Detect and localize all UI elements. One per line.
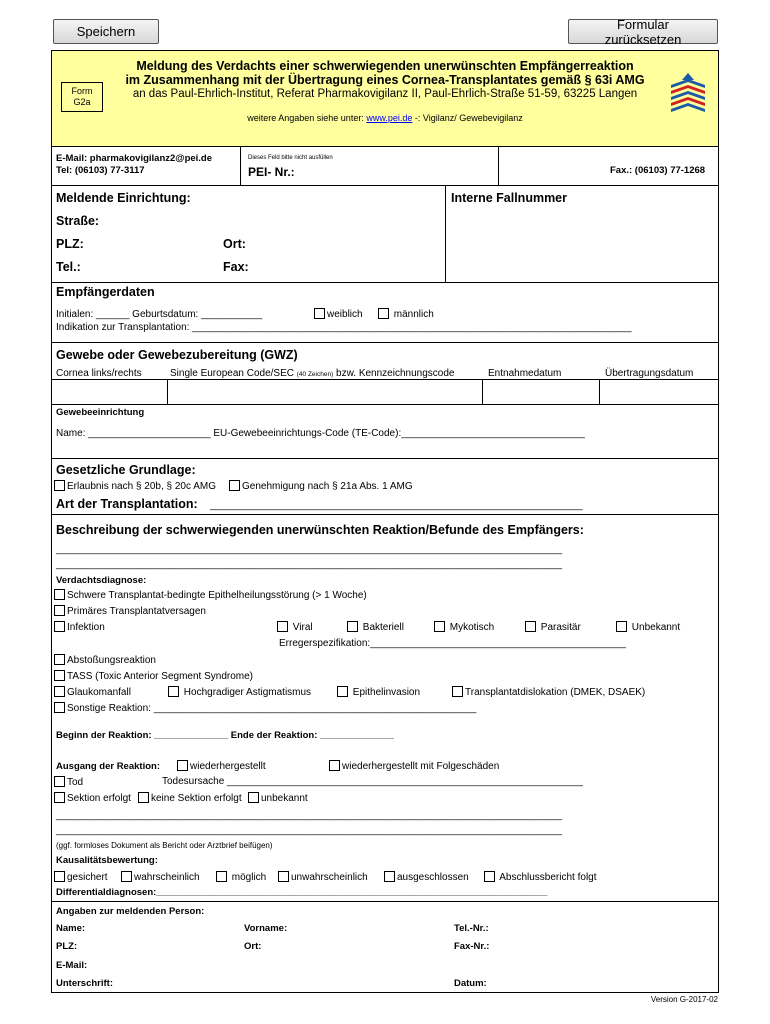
infection-mycotic[interactable] xyxy=(434,621,494,633)
indication[interactable]: Indikation zur Transplantation: _______________________________________________________________________________ xyxy=(56,322,632,333)
diag-rejection-label: Abstoßungsreaktion xyxy=(67,655,156,666)
form-label: Form xyxy=(71,86,93,96)
diag-rejection-checkbox[interactable] xyxy=(54,654,65,665)
reporter-signature-label: Unterschrift: xyxy=(56,978,114,989)
notes-line-2[interactable]: ___________________________________________________________________________________________ xyxy=(56,825,563,836)
pei-tel: Tel: (06103) 77-3117 xyxy=(56,165,145,176)
version-label: Version G-2017-02 xyxy=(650,995,718,1004)
causality-excluded-checkbox[interactable] xyxy=(384,871,395,882)
legal-opt1[interactable] xyxy=(54,480,216,492)
reporter-ort-label: Ort: xyxy=(244,941,262,952)
viral-checkbox[interactable] xyxy=(277,621,288,632)
transplant-type-label: Art der Transplantation: xyxy=(56,497,198,511)
pathogen-spec[interactable]: Erregerspezifikation:______________________________________________ xyxy=(279,638,626,649)
diag-other-checkbox[interactable] xyxy=(54,702,65,713)
reporter-tel-label: Tel.-Nr.: xyxy=(454,923,489,934)
outcome-recovered-label: wiederhergestellt xyxy=(190,761,266,772)
diag-dislocation-label: Transplantatdislokation (DMEK, DSAEK) xyxy=(465,687,646,698)
facility-name[interactable]: Name: ______________________ EU-Gewebeeinrichtungs-Code (TE-Code):_________________________________ xyxy=(56,428,585,439)
bacterial-checkbox[interactable] xyxy=(347,621,358,632)
unknown-checkbox[interactable] xyxy=(616,621,627,632)
causality-probable-checkbox[interactable] xyxy=(121,871,132,882)
col-sec-code: bzw. Kennzeichnungscode xyxy=(333,368,455,379)
diag-epithel[interactable] xyxy=(54,589,367,601)
outcome-title: Ausgang der Reaktion: xyxy=(56,761,160,772)
unknown-label: Unbekannt xyxy=(631,622,681,633)
col-cornea: Cornea links/rechts xyxy=(56,368,142,379)
autopsy-unknown-checkbox[interactable] xyxy=(248,792,259,803)
save-button[interactable]: Speichern xyxy=(53,19,159,44)
causality-excluded[interactable] xyxy=(384,871,469,883)
recipient-title: Empfängerdaten xyxy=(56,285,155,299)
causality-title: Kausalitätsbewertung: xyxy=(56,855,158,866)
sex-male[interactable] xyxy=(378,308,434,320)
cause-of-death[interactable]: Todesursache ________________________________________________________________ xyxy=(162,776,583,787)
diag-infection-label: Infektion xyxy=(67,622,105,633)
parasitic-checkbox[interactable] xyxy=(525,621,536,632)
col-transfer-date: Übertragungsdatum xyxy=(605,368,694,379)
female-checkbox[interactable] xyxy=(314,308,325,319)
col-sec-note: (40 Zeichen) xyxy=(296,371,334,378)
mycotic-label: Mykotisch xyxy=(449,622,495,633)
attach-note: (ggf. formloses Dokument als Bericht oder Arztbrief beifügen) xyxy=(56,841,273,850)
autopsy-none-checkbox[interactable] xyxy=(138,792,149,803)
sex-female[interactable] xyxy=(314,308,363,320)
final-report-label: Abschlussbericht folgt xyxy=(499,872,597,883)
ort-label: Ort: xyxy=(223,237,246,251)
reporter-title: Angaben zur meldenden Person: xyxy=(56,906,205,917)
facility-title: Gewebeeinrichtung xyxy=(56,407,145,418)
diag-tass-label: TASS (Toxic Anterior Segment Syndrome) xyxy=(67,671,253,682)
causality-possible-label: möglich xyxy=(231,872,267,883)
legal-title: Gesetzliche Grundlage: xyxy=(56,463,196,477)
reporter-fax-label: Fax-Nr.: xyxy=(454,941,490,952)
description-line-1[interactable]: ___________________________________________________________________________________________ xyxy=(56,544,563,555)
diag-astigmatism-label: Hochgradiger Astigmatismus xyxy=(183,687,312,698)
report-form xyxy=(51,50,719,993)
causality-possible[interactable] xyxy=(216,871,266,883)
diag-primary-failure-checkbox[interactable] xyxy=(54,605,65,616)
outcome-label xyxy=(56,761,160,772)
form-address: an das Paul-Ehrlich-Institut, Referat Pharmakovigilanz II, Paul-Ehrlich-Straße 51-59, 63225 Langen xyxy=(132,88,638,100)
reporter-date-label: Datum: xyxy=(454,978,487,989)
diag-other[interactable] xyxy=(54,702,476,714)
legal-opt1-label: Erlaubnis nach § 20b, § 20c AMG xyxy=(67,481,216,492)
description-title: Beschreibung der schwerwiegenden unerwünschten Reaktion/Befunde des Empfängers: xyxy=(56,523,584,537)
col-collection-date: Entnahmedatum xyxy=(488,368,562,379)
differential-diagnoses[interactable]: Differentialdiagnosen:__________________________________________________________________________ xyxy=(56,887,548,898)
diag-dislocation-checkbox[interactable] xyxy=(452,686,463,697)
diag-primary-failure-label: Primäres Transplantatversagen xyxy=(67,606,206,617)
outcome-death-label: Tod xyxy=(67,777,84,788)
female-label: weiblich xyxy=(327,309,363,320)
more-info xyxy=(52,113,718,123)
causality-probable[interactable] xyxy=(121,871,200,883)
outcome-recovered[interactable] xyxy=(177,760,266,772)
outcome-sequelae-checkbox[interactable] xyxy=(329,760,340,771)
diag-glaucoma-checkbox[interactable] xyxy=(54,686,65,697)
col-sec-label: Single European Code/SEC xyxy=(170,368,297,379)
diag-epithel-label: Schwere Transplantat-bedingte Epithelheilungsstörung (> 1 Woche) xyxy=(67,590,367,601)
diag-astigmatism-checkbox[interactable] xyxy=(168,686,179,697)
fax-label: Fax: xyxy=(223,260,249,274)
diag-rejection[interactable] xyxy=(54,654,156,666)
more-info-suffix: -: Vigilanz/ Gewebevigilanz xyxy=(412,113,523,123)
causality-possible-checkbox[interactable] xyxy=(216,871,227,882)
causality-unlikely-checkbox[interactable] xyxy=(278,871,289,882)
autopsy-done[interactable] xyxy=(54,792,131,804)
outcome-sequelae[interactable] xyxy=(329,760,499,772)
tissue-title: Gewebe oder Gewebezubereitung (GWZ) xyxy=(56,348,298,362)
transplant-type-field[interactable]: ___________________________________________________________________ xyxy=(210,500,583,511)
diag-dislocation[interactable] xyxy=(452,686,645,698)
causality-certain-checkbox[interactable] xyxy=(54,871,65,882)
form-title-line2: im Zusammenhang mit der Übertragung eines Cornea-Transplantates gemäß § 63i AMG xyxy=(125,73,645,87)
bacterial-label: Bakteriell xyxy=(362,622,404,633)
internal-case-number[interactable]: Interne Fallnummer xyxy=(451,191,567,205)
diag-other-label: Sonstige Reaktion: __________________________________________________________ xyxy=(67,703,477,714)
tel-label: Tel.: xyxy=(56,260,81,274)
outcome-sequelae-label: wiederhergestellt mit Folgeschäden xyxy=(342,761,500,772)
diag-epithelinvasion-checkbox[interactable] xyxy=(337,686,348,697)
legal-opt2[interactable] xyxy=(229,480,413,492)
diagnosis-title: Verdachtsdiagnose: xyxy=(56,575,147,586)
pei-fax: Fax.: (06103) 77-1268 xyxy=(610,165,706,176)
autopsy-done-label: Sektion erfolgt xyxy=(67,793,131,804)
causality-probable-label: wahrscheinlich xyxy=(134,872,200,883)
diag-tass[interactable] xyxy=(54,670,253,682)
autopsy-done-checkbox[interactable] xyxy=(54,792,65,803)
reporter-email-label: E-Mail: xyxy=(56,960,88,971)
form-code: G2a xyxy=(73,97,91,107)
diag-infection[interactable] xyxy=(54,621,105,633)
mycotic-checkbox[interactable] xyxy=(434,621,445,632)
infection-unknown[interactable] xyxy=(616,621,680,633)
causality-certain[interactable] xyxy=(54,871,108,883)
pei-number-label: PEI- Nr.: xyxy=(248,165,295,179)
autopsy-unknown[interactable] xyxy=(248,792,308,804)
notes-line-1[interactable]: ___________________________________________________________________________________________ xyxy=(56,810,563,821)
causality-unlikely[interactable] xyxy=(278,871,368,883)
reporter-firstname-label: Vorname: xyxy=(244,923,288,934)
reset-form-button[interactable]: Formular zurücksetzen xyxy=(568,19,718,44)
infection-bacterial[interactable] xyxy=(347,621,404,633)
autopsy-none[interactable] xyxy=(138,792,242,804)
autopsy-none-label: keine Sektion erfolgt xyxy=(151,793,242,804)
pei-logo-icon xyxy=(668,71,708,117)
diag-primary-failure[interactable] xyxy=(54,605,206,617)
infection-parasitic[interactable] xyxy=(525,621,581,633)
pei-note: Dieses Feld bitte nicht ausfüllen xyxy=(248,155,333,161)
institution-title: Meldende Einrichtung: xyxy=(56,191,191,205)
diag-epithel-checkbox[interactable] xyxy=(54,589,65,600)
diag-epithelinvasion-label: Epithelinvasion xyxy=(352,687,421,698)
description-line-2[interactable]: ___________________________________________________________________________________________ xyxy=(56,559,563,570)
legal-opt2-label: Genehmigung nach § 21a Abs. 1 AMG xyxy=(242,481,413,492)
male-label: männlich xyxy=(393,309,434,320)
autopsy-unknown-label: unbekannt xyxy=(261,793,308,804)
pei-email: E-Mail: pharmakovigilanz2@pei.de xyxy=(56,153,213,164)
diag-glaucoma-label: Glaukomanfall xyxy=(67,687,131,698)
diag-epithelinvasion[interactable] xyxy=(337,686,420,698)
reporter-plz-label: PLZ: xyxy=(56,941,78,952)
male-checkbox[interactable] xyxy=(378,308,389,319)
outcome-recovered-checkbox[interactable] xyxy=(177,760,188,771)
outcome-death-checkbox[interactable] xyxy=(54,776,65,787)
legal-opt2-checkbox[interactable] xyxy=(229,480,240,491)
col-sec xyxy=(170,368,454,379)
diag-astigmatism[interactable] xyxy=(168,686,311,698)
pei-link[interactable]: www.pei.de xyxy=(366,113,413,123)
form-title-line1: Meldung des Verdachts einer schwerwiegenden unerwünschten Empfängerreaktion xyxy=(136,59,634,73)
reaction-period[interactable]: Beginn der Reaktion: ______________ Ende der Reaktion: ______________ xyxy=(56,730,394,741)
diag-tass-checkbox[interactable] xyxy=(54,670,65,681)
street-label: Straße: xyxy=(56,214,100,228)
plz-label: PLZ: xyxy=(56,237,84,251)
causality-certain-label: gesichert xyxy=(67,872,108,883)
more-info-prefix: weitere Angaben siehe unter: xyxy=(247,113,367,123)
final-report-checkbox[interactable] xyxy=(484,871,495,882)
recipient-initials[interactable]: Initialen: ______ Geburtsdatum: ___________ xyxy=(56,309,263,320)
final-report[interactable] xyxy=(484,871,597,883)
outcome-death[interactable] xyxy=(54,776,83,788)
causality-unlikely-label: unwahrscheinlich xyxy=(291,872,368,883)
parasitic-label: Parasitär xyxy=(540,622,581,633)
diag-infection-checkbox[interactable] xyxy=(54,621,65,632)
infection-viral[interactable] xyxy=(277,621,313,633)
form-header xyxy=(52,51,718,147)
reporter-name-label: Name: xyxy=(56,923,86,934)
causality-excluded-label: ausgeschlossen xyxy=(397,872,469,883)
legal-opt1-checkbox[interactable] xyxy=(54,480,65,491)
viral-label: Viral xyxy=(292,622,313,633)
diag-glaucoma[interactable] xyxy=(54,686,131,698)
